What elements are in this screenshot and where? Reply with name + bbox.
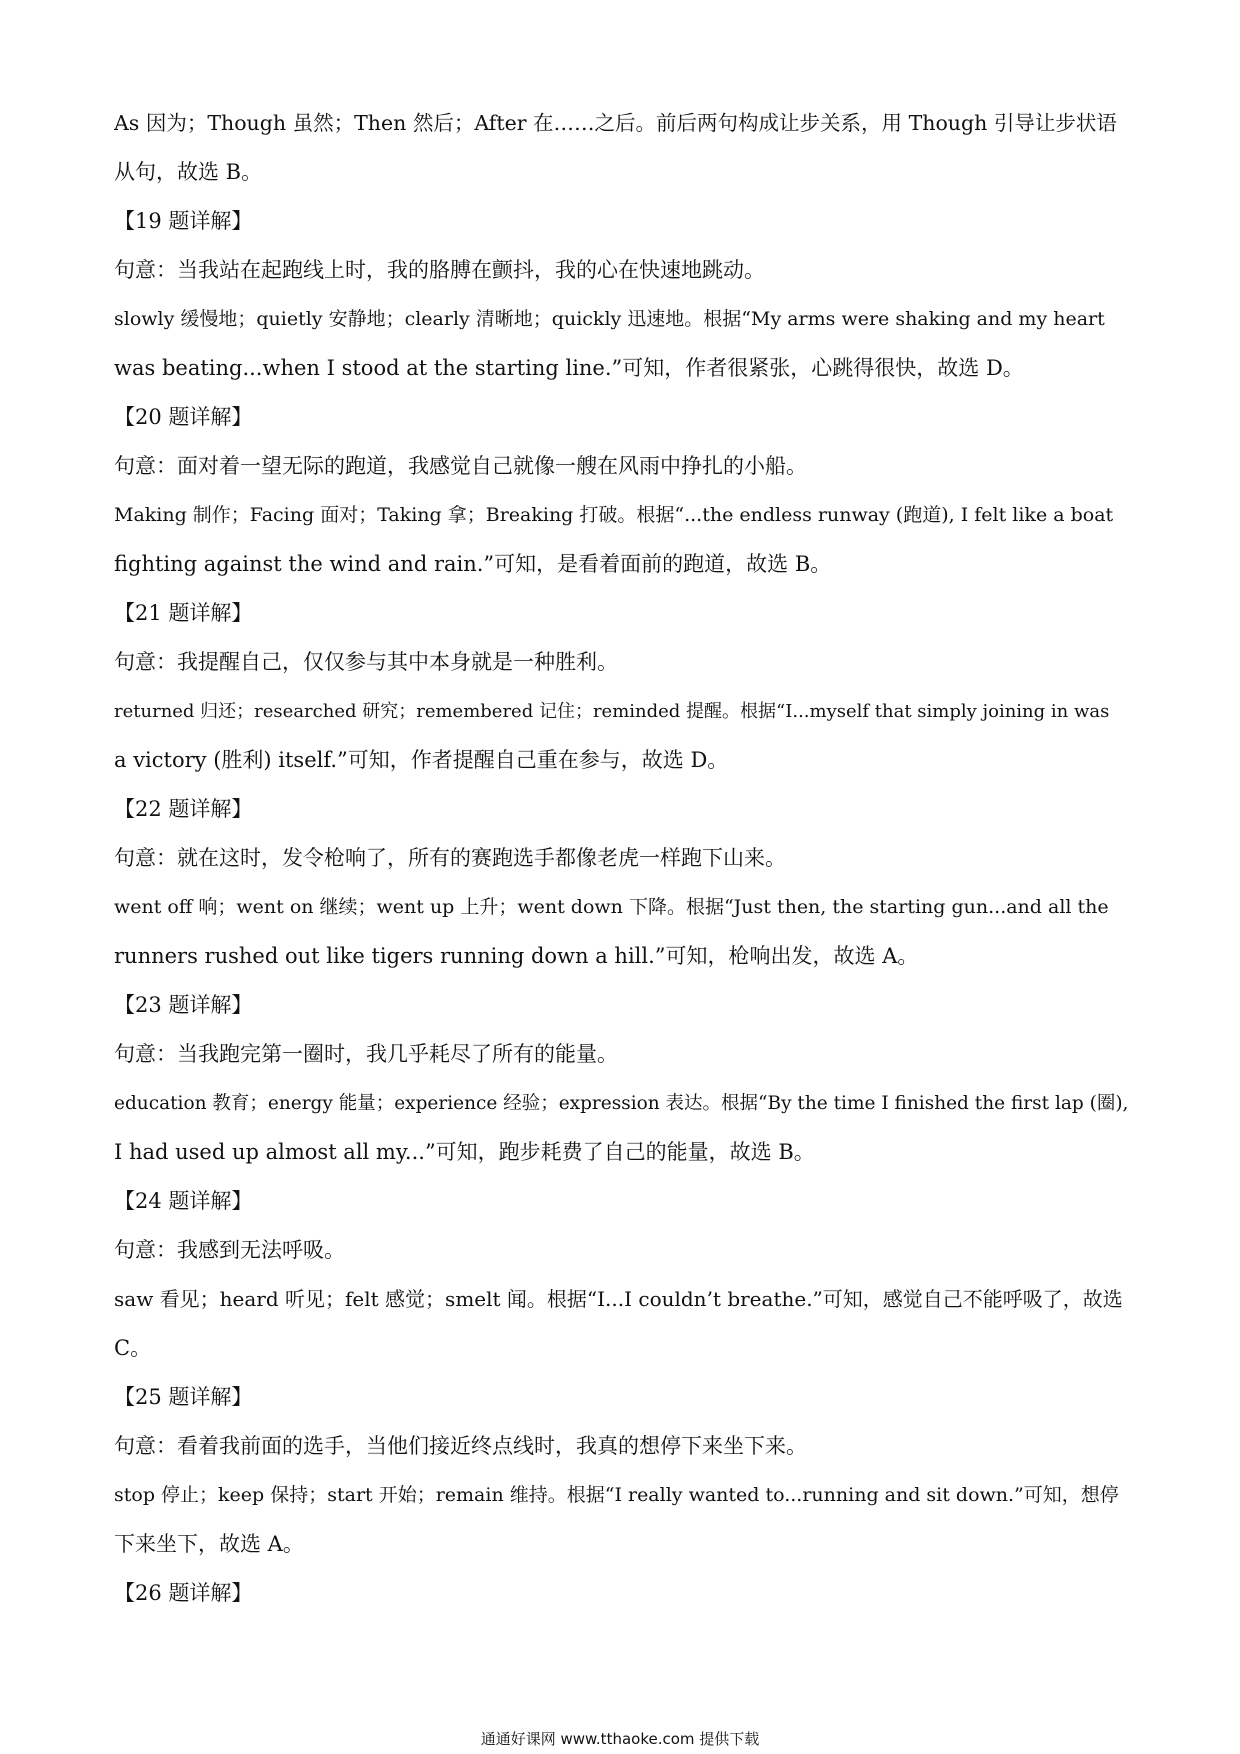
question-heading-20: 【20 题详解】 [114,405,253,429]
text-line: slowly 缓慢地；quietly 安静地；clearly 清晰地；quickly 迅速地。根据“My arms were shaking and my heart [114,308,1105,330]
text-line: 下来坐下，故选 A。 [114,1532,304,1556]
text-line: 句意：面对着一望无际的跑道，我感觉自己就像一艘在风雨中挣扎的小船。 [114,454,807,478]
text-line: went off 响；went on 继续；went up 上升；went down 下降。根据“Just then, the starting gun...and all the [114,896,1109,918]
text-line: returned 归还；researched 研究；remembered 记住；reminded 提醒。根据“I...myself that simply joining in was [114,701,1110,722]
question-heading-25: 【25 题详解】 [114,1385,253,1409]
page-footer: 通通好课网 www.tthaoke.com 提供下载 [480,1730,760,1748]
text-line: saw 看见；heard 听见；felt 感觉；smelt 闻。根据“I...I couldn’t breathe.”可知，感觉自己不能呼吸了，故选 [114,1287,1123,1311]
text-line: 句意：当我站在起跑线上时，我的胳膊在颤抖，我的心在快速地跳动。 [114,258,765,282]
question-heading-24: 【24 题详解】 [114,1189,253,1213]
text-line: 句意：我提醒自己，仅仅参与其中本身就是一种胜利。 [114,650,618,674]
question-heading-22: 【22 题详解】 [114,797,253,821]
text-line: As 因为；Though 虽然；Then 然后；After 在……之后。前后两句构成让步关系，用 Though 引导让步状语 [114,111,1117,135]
text-line: runners rushed out like tigers running down a hill.”可知，枪响出发，故选 A。 [114,944,919,968]
text-line: a victory (胜利) itself.”可知，作者提醒自己重在参与，故选 D。 [114,748,729,772]
question-heading-19: 【19 题详解】 [114,209,253,233]
text-line: was beating...when I stood at the starting line.”可知，作者很紧张，心跳得很快，故选 D。 [114,356,1024,380]
text-line: 句意：当我跑完第一圈时，我几乎耗尽了所有的能量。 [114,1042,618,1066]
text-line: stop 停止；keep 保持；start 开始；remain 维持。根据“I really wanted to...running and sit down.”可知，想停 [114,1484,1119,1506]
text-line: 从句，故选 B。 [114,160,263,184]
text-line: education 教育；energy 能量；experience 经验；expression 表达。根据“By the time I finished the first lap (圈), [114,1093,1129,1114]
question-heading-21: 【21 题详解】 [114,601,253,625]
text-line: fighting against the wind and rain.”可知，是看着面前的跑道，故选 B。 [114,552,832,576]
text-line: 句意：我感到无法呼吸。 [114,1238,345,1262]
text-line: 句意：就在这时，发令枪响了，所有的赛跑选手都像老虎一样跑下山来。 [114,846,786,870]
question-heading-23: 【23 题详解】 [114,993,253,1017]
text-line: 句意：看着我前面的选手，当他们接近终点线时，我真的想停下来坐下来。 [114,1434,807,1458]
text-line: C。 [114,1336,152,1360]
document-body [114,99,1130,1618]
text-line: Making 制作；Facing 面对；Taking 拿；Breaking 打破。根据“...the endless runway (跑道), I felt like a boat [114,504,1114,526]
text-line: I had used up almost all my...”可知，跑步耗费了自己的能量，故选 B。 [114,1140,815,1164]
question-heading-26: 【26 题详解】 [114,1581,253,1605]
